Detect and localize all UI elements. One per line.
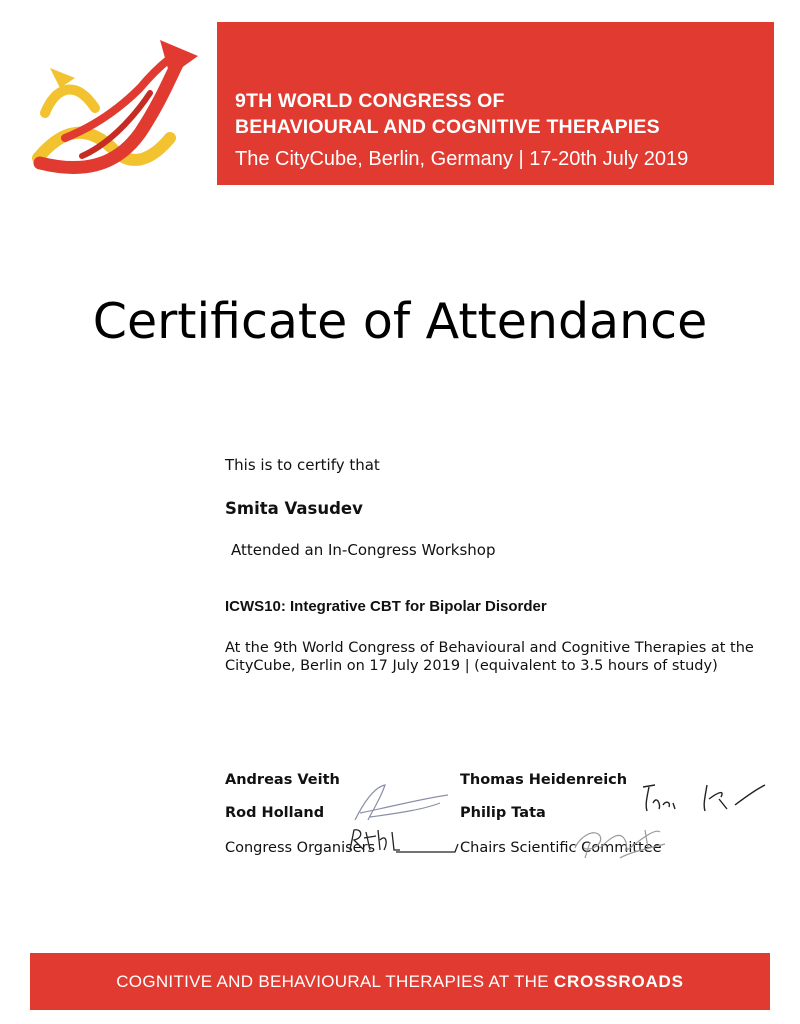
congress-venue-date: The CityCube, Berlin, Germany | 17-20th July 2019 (235, 148, 689, 170)
chair-name-1: Thomas Heidenreich (460, 772, 628, 788)
organiser-name-2: Rod Holland (225, 805, 325, 821)
workshop-title: ICWS10: Integrative CBT for Bipolar Disorder (225, 598, 547, 615)
footer-slogan: COGNITIVE AND BEHAVIOURAL THERAPIES AT THE (116, 971, 554, 991)
chair-signature-2 (560, 818, 680, 868)
footer-banner (30, 953, 770, 1010)
chair-name-2: Philip Tata (460, 805, 546, 821)
organiser-name-1: Andreas Veith (225, 772, 340, 788)
certify-text: This is to certify that (225, 456, 380, 474)
congress-logo (20, 28, 220, 198)
footer-slogan-emphasis: CROSSROADS (553, 971, 684, 991)
details-line2: CityCube, Berlin on 17 July 2019 | (equivalent to 3.5 hours of study) (225, 658, 718, 674)
attended-text: Attended an In-Congress Workshop (231, 541, 496, 559)
attendance-details (225, 639, 770, 675)
details-line1: At the 9th World Congress of Behavioural and Cognitive Therapies at the (225, 640, 754, 656)
congress-title-line1: 9TH WORLD CONGRESS OF (235, 90, 505, 112)
organisers-role: Congress Organisers (225, 840, 376, 856)
congress-title-line2: BEHAVIOURAL AND COGNITIVE THERAPIES (235, 116, 660, 138)
recipient-name: Smita Vasudev (225, 499, 363, 518)
header-banner (217, 22, 774, 185)
chair-signature-1 (635, 775, 775, 820)
chairs-role: Chairs Scientific Committee (460, 840, 662, 856)
organiser-signature-2 (340, 820, 465, 865)
certificate-title: Certificate of Attendance (92, 293, 708, 350)
